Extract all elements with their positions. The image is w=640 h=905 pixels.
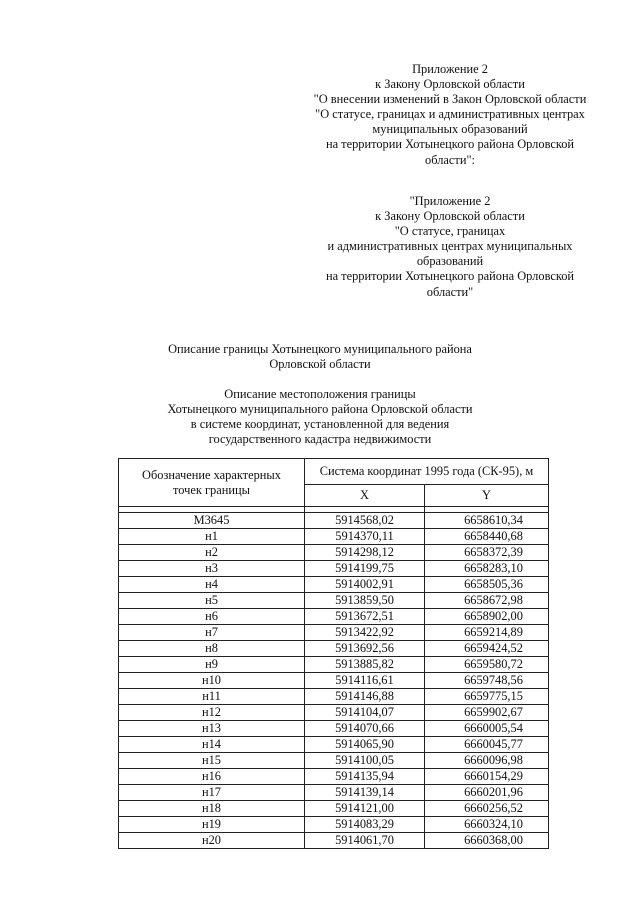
point-cell: н11 xyxy=(119,689,305,705)
point-cell: н12 xyxy=(119,705,305,721)
x-cell: 5914370,11 xyxy=(305,529,425,545)
annex-original-line: к Закону Орловской области xyxy=(375,209,525,224)
table-row xyxy=(119,769,549,785)
annex-original-line: образований xyxy=(416,254,484,269)
x-cell: 5914104,07 xyxy=(305,705,425,721)
point-cell: н5 xyxy=(119,593,305,609)
table-row xyxy=(119,817,549,833)
table-row xyxy=(119,561,549,577)
x-cell: 5914002,91 xyxy=(305,577,425,593)
y-cell: 6658283,10 xyxy=(425,561,549,577)
table-row xyxy=(119,689,549,705)
header-point-label: Обозначение характерных точек границы xyxy=(119,459,305,507)
y-cell: 6659214,89 xyxy=(425,625,549,641)
document-title-line: Описание границы Хотынецкого муниципального района xyxy=(168,342,472,356)
point-cell: н9 xyxy=(119,657,305,673)
y-cell: 6660005,54 xyxy=(425,721,549,737)
point-cell: н19 xyxy=(119,817,305,833)
table-row xyxy=(119,609,549,625)
point-cell: н10 xyxy=(119,673,305,689)
annex-original-line: и административных центрах муниципальных xyxy=(327,239,573,254)
y-cell: 6659424,52 xyxy=(425,641,549,657)
annex-original-line: "Приложение 2 xyxy=(409,194,491,208)
x-cell: 5913885,82 xyxy=(305,657,425,673)
table-row xyxy=(119,577,549,593)
x-cell: 5914100,05 xyxy=(305,753,425,769)
y-cell: 6659748,56 xyxy=(425,673,549,689)
y-cell: 6660096,98 xyxy=(425,753,549,769)
x-cell: 5914083,29 xyxy=(305,817,425,833)
point-cell: н14 xyxy=(119,737,305,753)
x-cell: 5913692,56 xyxy=(305,641,425,657)
annex-amending-block xyxy=(280,62,620,168)
y-cell: 6658610,34 xyxy=(425,513,549,529)
document-subtitle-line: Описание местоположения границы xyxy=(224,387,416,401)
y-cell: 6658902,00 xyxy=(425,609,549,625)
annex-amending-line: муниципальных образований xyxy=(372,122,528,137)
table-row xyxy=(119,625,549,641)
x-cell: 5914568,02 xyxy=(305,513,425,529)
x-cell: 5914070,66 xyxy=(305,721,425,737)
document-title xyxy=(100,342,540,372)
x-cell: 5914135,94 xyxy=(305,769,425,785)
y-cell: 6658440,68 xyxy=(425,529,549,545)
point-cell: н1 xyxy=(119,529,305,545)
y-cell: 6658505,36 xyxy=(425,577,549,593)
table-row xyxy=(119,785,549,801)
point-cell: н15 xyxy=(119,753,305,769)
annex-original-line: "О статусе, границах xyxy=(394,224,506,239)
y-cell: 6658672,98 xyxy=(425,593,549,609)
x-cell: 5914139,14 xyxy=(305,785,425,801)
table-row xyxy=(119,641,549,657)
point-cell: н13 xyxy=(119,721,305,737)
table-row xyxy=(119,833,549,849)
x-cell: 5914146,88 xyxy=(305,689,425,705)
x-cell: 5914065,90 xyxy=(305,737,425,753)
x-cell: 5914061,70 xyxy=(305,833,425,849)
point-cell: н16 xyxy=(119,769,305,785)
table-row xyxy=(119,673,549,689)
table-row xyxy=(119,657,549,673)
document-subtitle-line: в системе координат, установленной для ведения xyxy=(190,417,450,432)
table-row xyxy=(119,753,549,769)
y-cell: 6660368,00 xyxy=(425,833,549,849)
point-cell: н17 xyxy=(119,785,305,801)
coordinates-table xyxy=(118,458,549,849)
point-cell: н2 xyxy=(119,545,305,561)
header-coordinate-system: Система координат 1995 года (СК-95), м xyxy=(305,459,549,485)
point-cell: н8 xyxy=(119,641,305,657)
annex-amending-line: "О внесении изменений в Закон Орловской области xyxy=(313,92,587,107)
document-subtitle-line: Хотынецкого муниципального района Орловской области xyxy=(167,402,473,417)
header-x: X xyxy=(305,485,425,507)
x-cell: 5914298,12 xyxy=(305,545,425,561)
x-cell: 5913672,51 xyxy=(305,609,425,625)
y-cell: 6660045,77 xyxy=(425,737,549,753)
annex-original-line: области" xyxy=(426,284,474,299)
document-title-line: Орловской области xyxy=(269,357,371,372)
y-cell: 6658372,39 xyxy=(425,545,549,561)
document-subtitle xyxy=(100,387,540,447)
x-cell: 5914121,00 xyxy=(305,801,425,817)
table-row xyxy=(119,737,549,753)
table-row xyxy=(119,545,549,561)
table-row xyxy=(119,721,549,737)
annex-amending-line: области": xyxy=(425,152,475,167)
x-cell: 5913422,92 xyxy=(305,625,425,641)
coordinates-table-body xyxy=(119,507,549,849)
point-cell: н3 xyxy=(119,561,305,577)
x-cell: 5913859,50 xyxy=(305,593,425,609)
document-subtitle-line: государственного кадастра недвижимости xyxy=(208,432,432,447)
point-cell: н6 xyxy=(119,609,305,625)
annex-amending-line: Приложение 2 xyxy=(412,62,488,76)
annex-amending-line: "О статусе, границах и административных центрах xyxy=(315,107,585,122)
point-cell: М3645 xyxy=(119,513,305,529)
x-cell: 5914116,61 xyxy=(305,673,425,689)
table-row xyxy=(119,529,549,545)
table-row xyxy=(119,705,549,721)
annex-amending-line: к Закону Орловской области xyxy=(375,77,525,92)
point-cell: н18 xyxy=(119,801,305,817)
point-cell: н4 xyxy=(119,577,305,593)
y-cell: 6660154,29 xyxy=(425,769,549,785)
y-cell: 6659580,72 xyxy=(425,657,549,673)
y-cell: 6660201,96 xyxy=(425,785,549,801)
annex-original-block xyxy=(280,194,620,300)
point-cell: н20 xyxy=(119,833,305,849)
y-cell: 6660324,10 xyxy=(425,817,549,833)
table-row xyxy=(119,513,549,529)
header-y: Y xyxy=(425,485,549,507)
y-cell: 6659902,67 xyxy=(425,705,549,721)
y-cell: 6660256,52 xyxy=(425,801,549,817)
annex-original-line: на территории Хотынецкого района Орловской xyxy=(325,269,575,284)
y-cell: 6659775,15 xyxy=(425,689,549,705)
point-cell: н7 xyxy=(119,625,305,641)
table-row xyxy=(119,593,549,609)
table-row xyxy=(119,801,549,817)
annex-amending-line: на территории Хотынецкого района Орловской xyxy=(325,137,575,152)
x-cell: 5914199,75 xyxy=(305,561,425,577)
